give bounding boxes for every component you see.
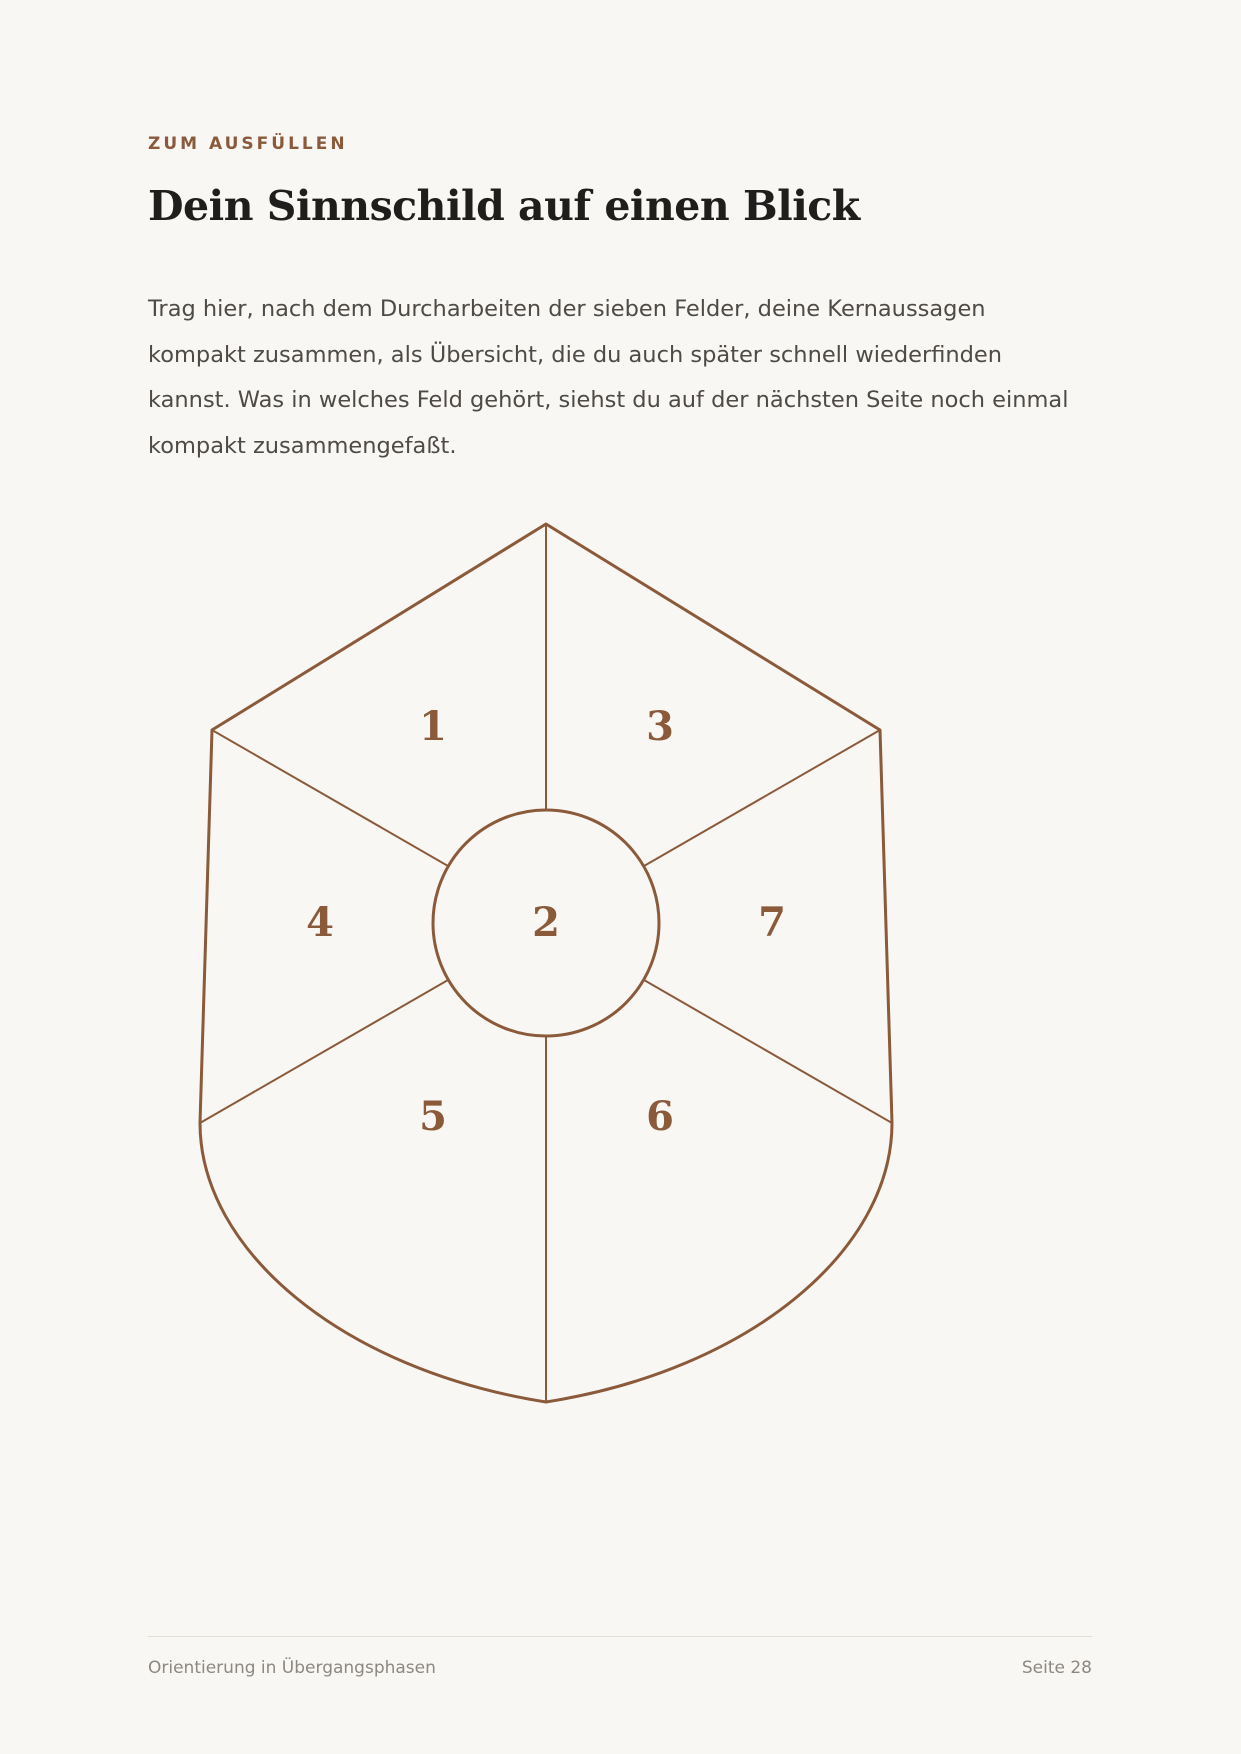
- divider-upper-right: [644, 730, 880, 866]
- field-number-1: 1: [419, 703, 447, 750]
- field-number-6: 6: [646, 1093, 674, 1140]
- intro-paragraph: Trag hier, nach dem Durcharbeiten der sieben Felder, deine Kernaussagen kompakt zusammen, als Übersicht, die du auch später schnell wiederfinden kannst. Was in welches Feld gehört, siehst du auf der nächsten Seite noch einmal kompakt zusammengefaßt.: [148, 296, 1069, 459]
- footer-page-number: Seite 28: [1021, 1658, 1092, 1678]
- field-number-2: 2: [532, 899, 560, 946]
- field-number-4: 4: [306, 899, 334, 946]
- footer-document-title: Orientierung in Übergangsphasen: [148, 1658, 436, 1678]
- field-number-5: 5: [419, 1093, 447, 1140]
- divider-upper-left: [212, 730, 448, 866]
- field-number-7: 7: [758, 899, 786, 946]
- page-title: Dein Sinnschild auf einen Blick: [148, 182, 860, 230]
- divider-lower-right: [644, 980, 892, 1123]
- divider-lower-left: [200, 980, 448, 1123]
- field-number-3: 3: [646, 703, 674, 750]
- section-eyebrow: ZUM AUSFÜLLEN: [148, 134, 348, 154]
- footer-divider: [148, 1636, 1092, 1637]
